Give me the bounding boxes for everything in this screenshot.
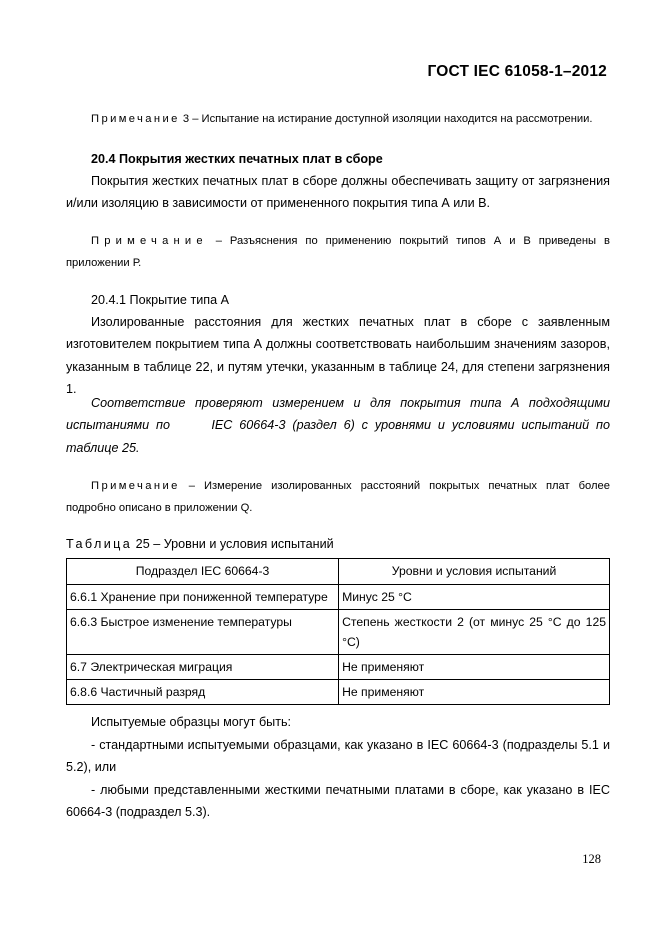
table-header-cell: Уровни и условия испытаний [339,559,610,585]
document-code-header: ГОСТ IEC 61058-1–2012 [427,63,607,80]
table-cell: 6.7 Электрическая миграция [67,655,339,680]
table-25 [66,558,610,705]
table-caption-label: Таблица [66,537,133,551]
samples-item-1: - стандартными испытуемыми образцами, как указано в IEC 60664-3 (подразделы 5.1 и 5.2), или [66,738,610,775]
section-20-4-heading: 20.4 Покрытия жестких печатных плат в сборе [91,152,383,166]
table-cell: Не применяют [339,680,610,705]
note-label: Примечание [91,480,180,492]
section-20-4-1-note [66,475,610,519]
section-20-4-note [66,230,610,274]
table-cell: Минус 25 °С [339,585,610,610]
table-cell: 6.6.3 Быстрое изменение температуры [67,610,339,655]
note-3 [91,108,611,130]
table-row [67,610,610,655]
table-cell: 6.8.6 Частичный разряд [67,680,339,705]
table-header-row [67,559,610,585]
section-20-4-paragraph: Покрытия жестких печатных плат в сборе должны обеспечивать защиту от загрязнения и/или изоляцию в зависимости от примененного покрытия типа А или В. [66,174,610,211]
compliance-statement: Соответствие проверяют измерением и для покрытия типа А подходящими испытаниями по IEC 60664-3 (раздел 6) с уровнями и условиями испытаний по таблице 25. [66,396,614,455]
table-row [67,680,610,705]
samples-item-2: - любыми представленными жесткими печатными платами в сборе, как указано в IEC 60664-3 (подраздел 5.3). [66,783,610,820]
table-cell: Степень жесткости 2 (от минус 25 °С до 125 °С) [339,610,610,655]
table-cell: Не применяют [339,655,610,680]
table-cell: 6.6.1 Хранение при пониженной температуре [67,585,339,610]
table-caption-text: 25 – Уровни и условия испытаний [132,537,334,551]
samples-intro: Испытуемые образцы могут быть: [91,715,292,729]
page-number: 128 [582,852,601,866]
note-text: 3 – Испытание на истирание доступной изоляции находится на рассмотрении. [179,113,593,125]
table-25-caption [66,533,610,555]
table-row [67,655,610,680]
table-row [67,585,610,610]
table-header-cell: Подраздел IEC 60664-3 [67,559,339,585]
note-label: Примечание [91,235,208,247]
section-20-4-1-heading: 20.4.1 Покрытие типа А [91,293,229,307]
note-text: – Измерение изолированных расстояний покрытых печатных плат более подробно описано в приложении Q. [66,480,610,514]
note-label: Примечание [91,113,180,125]
section-20-4-1-paragraph: Изолированные расстояния для жестких печатных плат в сборе с заявленным изготовителем покрытием типа А должны соответствовать наибольшим значениям зазоров, указанным в таблице 22, и путям утечки, указанным в таблице 24, для степени загрязнения 1. [66,315,610,397]
note-text: – Разъяснения по применению покрытий типов А и В приведены в приложении Р. [66,235,610,269]
